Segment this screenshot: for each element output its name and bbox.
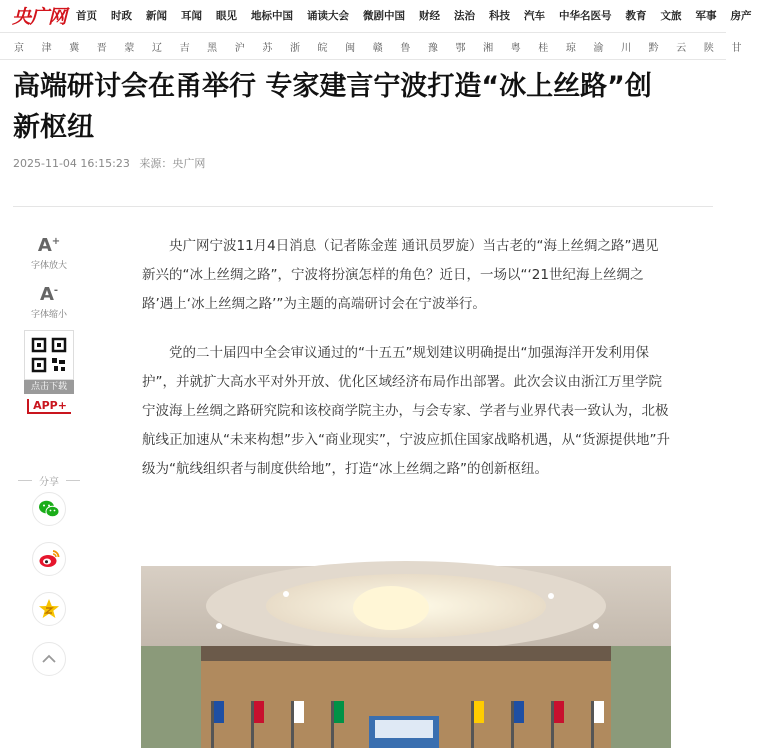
nav-reading-contest[interactable]: 诵读大会 (307, 10, 350, 22)
article-paragraph: 央广网宁波11月4日消息（记者陈金莲 通讯员罗旋）当古老的“海上丝绸之路”遇见新兴的“冰上丝绸之路”，宁波将扮演怎样的角色？近日，一场以“‘21世纪海上丝绸之路’遇上‘冰上丝绸之路’”为主题的高端研讨会在宁波举行。 (142, 238, 659, 312)
qzone-icon (38, 598, 60, 620)
article-title: 高端研讨会在甬举行 专家建言宁波打造“冰上丝路”创新枢纽 (13, 71, 652, 143)
region-link[interactable]: 蒙 (124, 42, 135, 54)
header-divider (13, 206, 713, 207)
weibo-icon (38, 548, 60, 570)
qr-code-icon (24, 330, 74, 380)
nav-news[interactable]: 新闻 (146, 10, 168, 22)
region-link[interactable]: 桂 (538, 42, 549, 54)
region-link[interactable]: 沪 (234, 42, 245, 54)
nav-politics[interactable]: 时政 (111, 10, 133, 22)
nav-auto[interactable]: 汽车 (524, 10, 546, 22)
nav-law[interactable]: 法治 (454, 10, 476, 22)
nav-military[interactable]: 军事 (695, 10, 717, 22)
region-link[interactable]: 川 (621, 42, 632, 54)
article-tools (21, 232, 77, 414)
nav-culture-travel[interactable]: 文旅 (660, 10, 682, 22)
article-source: 来源：央广网 (139, 157, 206, 170)
site-logo[interactable]: 央广网 (12, 6, 67, 28)
article-body (142, 232, 672, 504)
article-meta (13, 155, 211, 171)
region-link[interactable]: 津 (41, 42, 52, 54)
region-link[interactable]: 鲁 (400, 42, 411, 54)
wechat-icon (38, 498, 60, 520)
qr-download-label: 点击下载 (24, 380, 74, 394)
font-decrease-icon: A- (39, 284, 59, 305)
share-weibo-button[interactable] (32, 542, 66, 576)
share-qzone-button[interactable] (32, 592, 66, 626)
nav-micro-drama[interactable]: 微剧中国 (363, 10, 406, 22)
app-download-qr[interactable] (24, 330, 74, 394)
region-link[interactable]: 豫 (427, 42, 438, 54)
app-label: APP (33, 399, 58, 412)
nav-tech[interactable]: 科技 (489, 10, 511, 22)
region-link[interactable]: 粤 (510, 42, 521, 54)
font-increase-button[interactable] (21, 232, 77, 271)
font-increase-label: 字体放大 (30, 261, 67, 271)
font-increase-icon: A+ (37, 235, 61, 256)
nav-landmark-china[interactable]: 地标中国 (251, 10, 294, 22)
nav-finance[interactable]: 财经 (419, 10, 441, 22)
nav-realestate[interactable]: 房产 (730, 10, 752, 22)
region-link[interactable]: 京 (14, 42, 24, 54)
region-link[interactable]: 黑 (207, 42, 218, 54)
app-plus-icon: + (57, 399, 67, 412)
region-link[interactable]: 湘 (483, 42, 494, 54)
region-list (0, 39, 759, 54)
region-link[interactable]: 琼 (565, 42, 576, 54)
region-link[interactable]: 闽 (345, 42, 356, 54)
article-paragraph: 党的二十届四中全会审议通过的“十五五”规划建议明确提出“加强海洋开发利用保护”，并就扩大高水平对外开放、优化区域经济布局作出部署。此次会议由浙江万里学院宁波海上丝绸之路研究院和该校商学院主办，与会专家、学者与业界代表一致认为，北极航线正加速从“未来构想”步入“商业现实”，宁波应抓住国家战略机遇，从“货源提供地”升级为“航线组织者与制度供给地”，打造“冰上丝绸之路”的创新枢纽。 (142, 345, 670, 477)
region-link[interactable]: 云 (676, 42, 687, 54)
region-link[interactable]: 辽 (151, 42, 162, 54)
region-link[interactable]: 鄂 (455, 42, 466, 54)
share-label: 分享 (18, 473, 80, 488)
back-to-top-button[interactable] (32, 642, 66, 676)
region-link[interactable]: 冀 (69, 42, 80, 54)
region-link[interactable]: 渝 (593, 42, 604, 54)
region-link[interactable]: 甘 (731, 42, 742, 54)
region-bar (0, 32, 742, 60)
back-to-top-icon (40, 650, 58, 668)
region-link[interactable]: 皖 (317, 42, 328, 54)
region-link[interactable]: 浙 (289, 42, 300, 54)
article-datetime: 2025-11-04 16:15:23 (13, 157, 130, 170)
nav-home[interactable]: 首页 (76, 10, 98, 22)
font-decrease-button[interactable] (21, 281, 77, 320)
nav-hearsay[interactable]: 耳闻 (181, 10, 203, 22)
region-link[interactable]: 吉 (179, 42, 190, 54)
region-link[interactable]: 苏 (262, 42, 273, 54)
region-link[interactable]: 黔 (648, 42, 659, 54)
font-decrease-label: 字体缩小 (30, 310, 67, 320)
top-navigation (0, 0, 752, 31)
share-wechat-button[interactable] (32, 492, 66, 526)
region-link[interactable]: 晋 (96, 42, 107, 54)
app-button[interactable] (27, 399, 71, 414)
nav-doctors[interactable]: 中华名医号 (559, 10, 612, 22)
article-photo (141, 566, 671, 748)
region-link[interactable]: 赣 (372, 42, 383, 54)
nav-education[interactable]: 教育 (625, 10, 647, 22)
region-link[interactable]: 陕 (703, 42, 714, 54)
nav-eyewitness[interactable]: 眼见 (216, 10, 238, 22)
